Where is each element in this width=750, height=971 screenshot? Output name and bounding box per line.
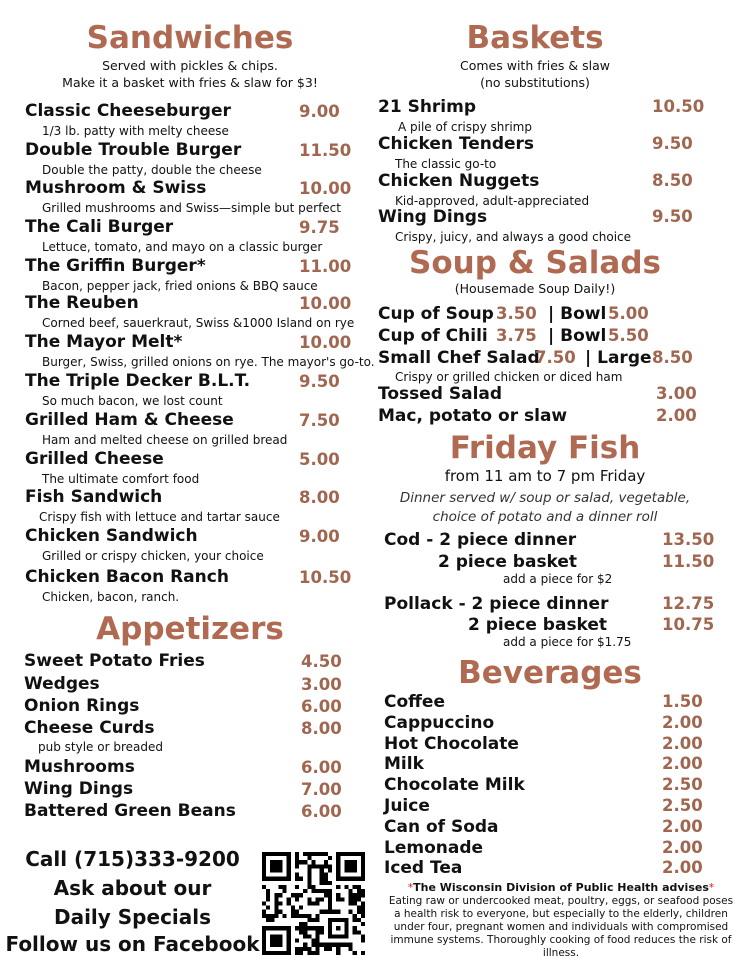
beverage-price: 2.00 <box>662 754 703 773</box>
health-warning <box>386 881 736 960</box>
beverage-name: Lemonade <box>384 838 484 858</box>
chef-salad-price: 7.50 <box>535 348 576 367</box>
appetizer-name: Mushrooms <box>24 757 135 777</box>
soup-heading: Soup & Salads <box>409 245 661 281</box>
sandwich-desc: So much bacon, we lost count <box>42 394 223 408</box>
cod-basket-price: 11.50 <box>662 552 715 571</box>
sandwich-price: 9.50 <box>299 372 340 391</box>
beverage-price: 2.00 <box>662 817 703 836</box>
sandwich-name: The Reuben <box>25 293 139 313</box>
sandwich-name: The Griffin Burger* <box>25 256 206 276</box>
sandwich-price: 10.50 <box>299 568 352 587</box>
appetizer-name: Cheese Curds <box>24 718 155 738</box>
cup-soup-name: Cup of Soup <box>378 304 494 324</box>
basket-desc: A pile of crispy shrimp <box>398 120 532 134</box>
appetizer-desc: pub style or breaded <box>38 740 163 754</box>
sandwich-name: Double Trouble Burger <box>25 140 242 160</box>
appetizer-price: 6.00 <box>301 697 342 716</box>
sandwich-name: Chicken Bacon Ranch <box>25 567 229 587</box>
cup-chili-price: 3.75 <box>496 326 537 345</box>
sandwich-price: 8.00 <box>299 488 340 507</box>
appetizer-name: Onion Rings <box>24 696 140 716</box>
sandwich-desc: Lettuce, tomato, and mayo on a classic burger <box>42 240 323 254</box>
bowl-chili-price: 5.50 <box>608 326 649 345</box>
basket-name: 21 Shrimp <box>378 97 477 117</box>
sandwich-desc: The ultimate comfort food <box>42 472 200 486</box>
appetizer-price: 4.50 <box>301 652 342 671</box>
pollack-basket-name: 2 piece basket <box>468 615 608 635</box>
chef-salad-desc: Crispy or grilled chicken or diced ham <box>395 370 623 384</box>
sandwich-price: 5.00 <box>299 450 340 469</box>
basket-name: Wing Dings <box>378 207 488 227</box>
baskets-note-2: (no substitutions) <box>480 75 590 90</box>
beverage-price: 1.50 <box>662 692 703 711</box>
phone-line: Call (715)333-9200 <box>25 847 240 871</box>
appetizer-price: 7.00 <box>301 780 342 799</box>
sandwich-name: Classic Cheeseburger <box>25 101 231 121</box>
sandwich-name: The Cali Burger <box>25 217 174 237</box>
sandwich-desc: Grilled or crispy chicken, your choice <box>42 549 264 563</box>
sandwich-desc: Burger, Swiss, grilled onions on rye. The mayor's go-to. <box>42 355 375 369</box>
large-salad-price: 8.50 <box>652 348 693 367</box>
sandwich-price: 10.00 <box>299 179 352 198</box>
beverage-name: Hot Chocolate <box>384 734 519 754</box>
tossed-salad-price: 3.00 <box>656 384 697 403</box>
appetizer-price: 8.00 <box>301 719 342 738</box>
pollack-dinner-price: 12.75 <box>662 594 715 613</box>
baskets-note-1: Comes with fries & slaw <box>460 58 610 73</box>
basket-desc: The classic go-to <box>395 157 497 171</box>
sandwich-price: 9.00 <box>299 102 340 121</box>
sandwich-desc: Grilled mushrooms and Swiss—simple but perfect <box>42 201 341 215</box>
basket-price: 8.50 <box>652 171 693 190</box>
appetizer-name: Wedges <box>24 674 100 694</box>
beverages-heading: Beverages <box>458 655 642 691</box>
bowl-soup-price: 5.00 <box>608 304 649 323</box>
sandwich-name: Grilled Ham & Cheese <box>25 410 234 430</box>
appetizer-price: 6.00 <box>301 758 342 777</box>
warning-star-2: * <box>708 882 715 894</box>
cod-dinner-price: 13.50 <box>662 530 715 549</box>
sandwich-price: 11.50 <box>299 141 352 160</box>
sandwich-price: 11.00 <box>299 257 352 276</box>
warning-star-1: * <box>407 882 414 894</box>
sandwich-desc: Ham and melted cheese on grilled bread <box>42 433 288 447</box>
baskets-heading: Baskets <box>466 20 604 56</box>
sandwich-desc: Corned beef, sauerkraut, Swiss &1000 Island on rye <box>42 316 355 330</box>
beverage-price: 2.00 <box>662 713 703 732</box>
beverage-price: 2.00 <box>662 734 703 753</box>
sandwich-desc: Bacon, pepper jack, fried onions & BBQ sauce <box>42 279 318 293</box>
pollack-basket-price: 10.75 <box>662 615 715 634</box>
fish-italic-1: Dinner served w/ soup or salad, vegetable, <box>399 490 691 506</box>
beverage-name: Iced Tea <box>384 858 463 878</box>
cod-dinner-name: Cod - 2 piece dinner <box>384 530 577 550</box>
beverage-name: Milk <box>384 754 424 774</box>
basket-name: Chicken Tenders <box>378 134 535 154</box>
chef-salad-name: Small Chef Salad <box>378 348 540 368</box>
basket-price: 9.50 <box>652 134 693 153</box>
large-salad-label: | Large <box>585 348 652 368</box>
pollack-add: add a piece for $1.75 <box>503 635 632 649</box>
cup-chili-name: Cup of Chili <box>378 326 488 346</box>
sandwich-price: 10.00 <box>299 294 352 313</box>
pollack-dinner-name: Pollack - 2 piece dinner <box>384 594 609 614</box>
sandwiches-heading: Sandwiches <box>86 20 294 56</box>
basket-desc: Kid-approved, adult-appreciated <box>395 194 590 208</box>
sandwich-name: Fish Sandwich <box>25 487 163 507</box>
sandwich-desc: 1/3 lb. patty with melty cheese <box>42 124 229 138</box>
appetizer-name: Battered Green Beans <box>24 801 236 821</box>
appetizer-name: Wing Dings <box>24 779 134 799</box>
cod-basket-name: 2 piece basket <box>438 552 578 572</box>
sandwich-price: 10.00 <box>299 333 352 352</box>
sandwiches-note-1: Served with pickles & chips. <box>102 58 278 73</box>
soup-note: (Housemade Soup Daily!) <box>454 281 616 296</box>
appetizer-price: 3.00 <box>301 675 342 694</box>
sandwich-name: Grilled Cheese <box>25 449 164 469</box>
basket-price: 9.50 <box>652 207 693 226</box>
qr-code-icon <box>262 852 365 955</box>
appetizer-price: 6.00 <box>301 802 342 821</box>
appetizers-heading: Appetizers <box>96 611 284 647</box>
basket-desc: Crispy, juicy, and always a good choice <box>395 230 632 244</box>
sandwich-price: 9.75 <box>299 218 340 237</box>
fish-italic-2: choice of potato and a dinner roll <box>432 509 658 525</box>
beverage-price: 2.00 <box>662 858 703 877</box>
warning-body: Eating raw or undercooked meat, poultry, eggs, or seafood poses a health risk to everyone, but especially to the elderly, children under four, pregnant women and individuals with compromised immune systems. Thoroughly cooking of food reduces the risk of illness. <box>388 895 734 959</box>
beverage-name: Coffee <box>384 692 445 712</box>
beverage-name: Can of Soda <box>384 817 499 837</box>
mac-price: 2.00 <box>656 406 697 425</box>
fish-heading: Friday Fish <box>449 430 641 466</box>
beverage-price: 2.00 <box>662 838 703 857</box>
beverage-price: 2.50 <box>662 775 703 794</box>
ask-line-2: Daily Specials <box>53 905 212 929</box>
beverage-price: 2.50 <box>662 796 703 815</box>
bowl-soup-label: | Bowl <box>548 304 607 324</box>
beverage-name: Cappuccino <box>384 713 495 733</box>
warning-heading: The Wisconsin Division of Public Health advises <box>413 881 709 894</box>
sandwich-desc: Chicken, bacon, ranch. <box>42 590 180 604</box>
cod-add: add a piece for $2 <box>503 572 613 586</box>
cup-soup-price: 3.50 <box>496 304 537 323</box>
bowl-chili-label: | Bowl <box>548 326 607 346</box>
appetizer-name: Sweet Potato Fries <box>24 651 205 671</box>
sandwich-name: The Triple Decker B.L.T. <box>25 371 251 391</box>
sandwich-name: Mushroom & Swiss <box>25 178 207 198</box>
mac-name: Mac, potato or slaw <box>378 406 568 426</box>
tossed-salad-name: Tossed Salad <box>378 384 503 404</box>
ask-line-1: Ask about our <box>53 876 212 900</box>
sandwich-desc: Crispy fish with lettuce and tartar sauce <box>39 510 280 524</box>
fish-hours: from 11 am to 7 pm Friday <box>444 467 646 485</box>
sandwiches-note-2: Make it a basket with fries & slaw for $3! <box>62 75 318 90</box>
basket-name: Chicken Nuggets <box>378 171 540 191</box>
facebook-line: Follow us on Facebook <box>5 932 260 956</box>
sandwich-desc: Double the patty, double the cheese <box>42 163 262 177</box>
basket-price: 10.50 <box>652 97 705 116</box>
sandwich-price: 9.00 <box>299 527 340 546</box>
beverage-name: Chocolate Milk <box>384 775 525 795</box>
sandwich-name: Chicken Sandwich <box>25 526 198 546</box>
beverage-name: Juice <box>384 796 430 816</box>
sandwich-price: 7.50 <box>299 411 340 430</box>
sandwich-name: The Mayor Melt* <box>25 332 183 352</box>
